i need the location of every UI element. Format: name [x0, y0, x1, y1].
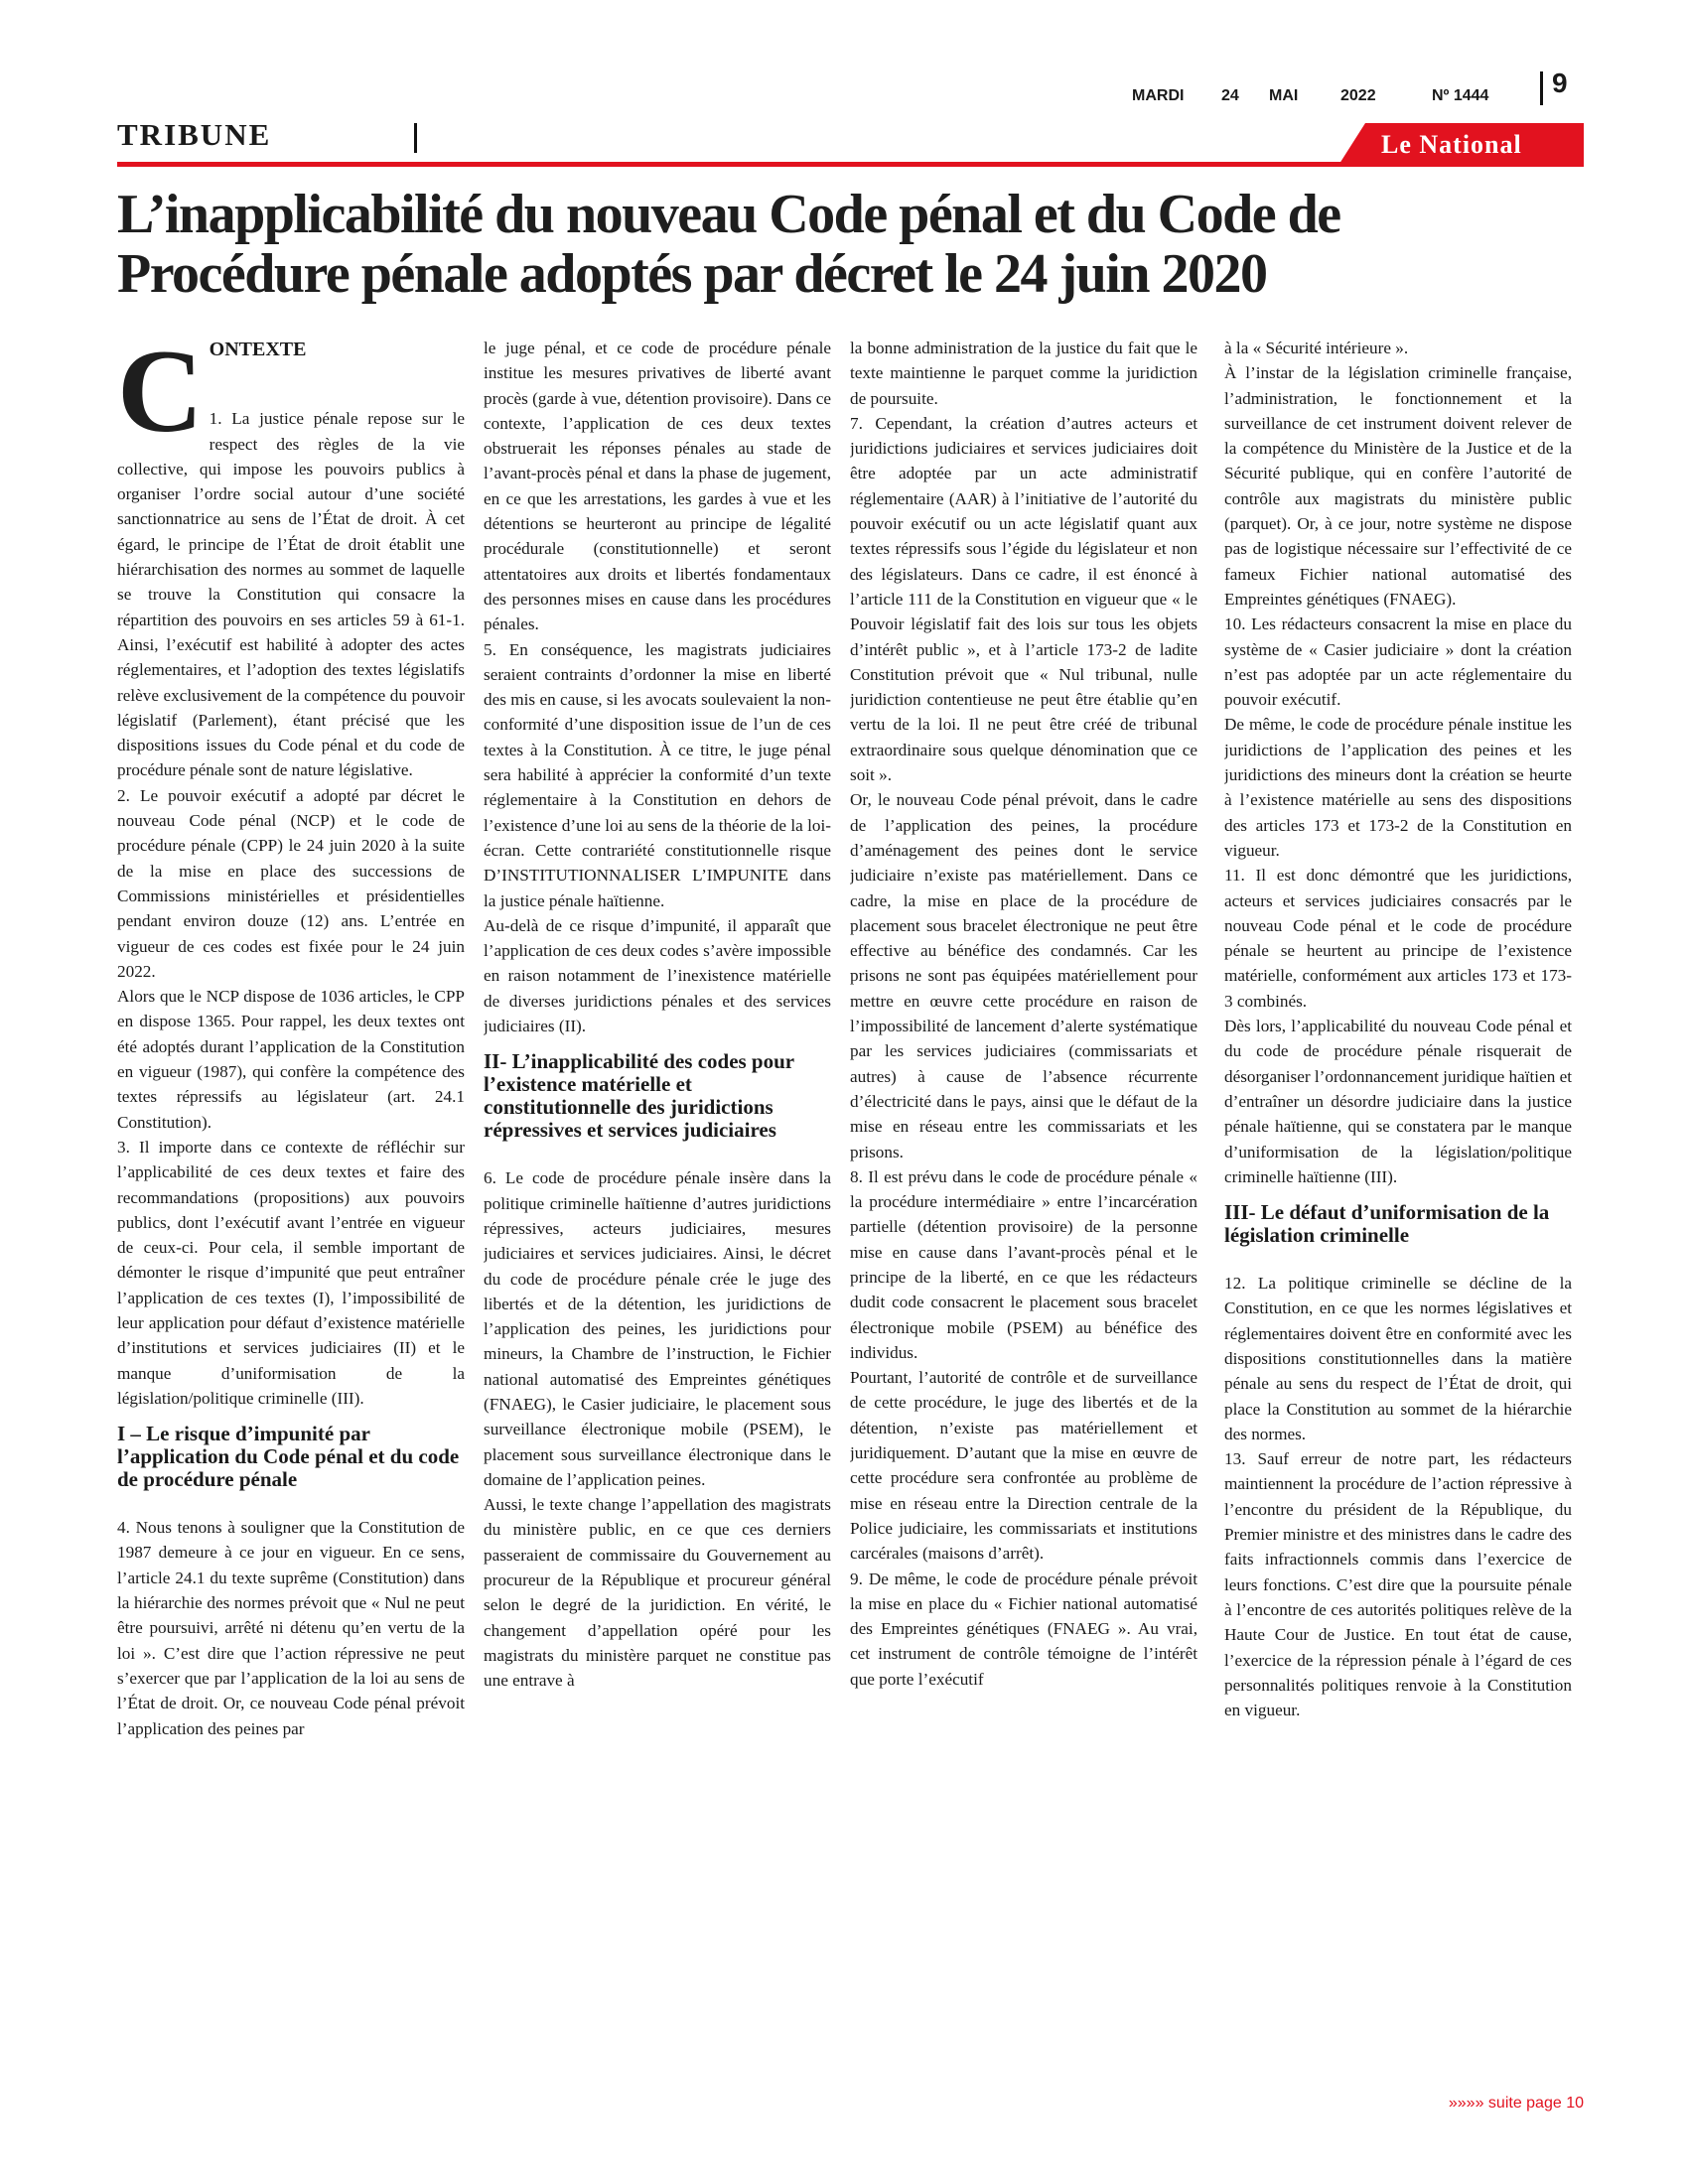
paragraph: À l’instar de la législation criminelle française, l’administration, le fonctionnement et la surveillance de cet instrument doivent relever de la compétence du Ministère de la Justice et de la Sécurité publique, qui en confère l’autorité de contrôle aux magistrats du ministère public (parquet). Or, à ce jour, notre système ne dispose pas de logistique nécessaire sur l’effectivité de ce fameux Fichier national automatisé des Empreintes génétiques (FNAEG).: [1224, 363, 1572, 609]
brand-banner: [1365, 123, 1584, 167]
paragraph: 6. Le code de procédure pénale insère dans la politique criminelle haïtienne d’autres juridictions répressives, acteurs judiciaires, mesures judiciaires et services judiciaires. Ainsi, le décret du code de procédure pénale crée le juge des libertés et de la détention, les juridictions de l’application des peines, les juridictions pour mineurs, la Chambre de l’instruction, le Fichier national automatisé des Empreintes génétiques (FNAEG), le Casier judiciaire, le placement sous surveillance électronique mobile (PSEM), le placement sous surveillance électronique dans le domaine de l’application peines.: [484, 1168, 831, 1489]
header-rule: [117, 162, 1584, 167]
paragraph: Aussi, le texte change l’appellation des magistrats du ministère public, en ce que ces derniers passeraient de commissaire du Gouvernement au procureur de la République et procureur général selon le degré de la juridiction. En vérité, le changement d’appellation opéré pour les magistrats du ministère parquet ne constitue pas une entrave à: [484, 1495, 831, 1691]
article-column-4: [1224, 336, 1572, 2122]
page-number-divider: [1540, 71, 1543, 105]
paragraph: la bonne administration de la justice du fait que le texte maintienne le parquet comme la juridiction de poursuite.: [850, 339, 1197, 408]
context-heading: ONTEXTE: [209, 339, 307, 360]
section-heading-1: I – Le risque d’impunité par l’application du Code pénal et du code de procédure pénale: [117, 1422, 460, 1492]
issue-number: Nº 1444: [1432, 87, 1489, 104]
continuation-link[interactable]: »»»» suite page 10: [1448, 2095, 1584, 2112]
section-label: TRIBUNE: [117, 117, 272, 152]
paragraph: De même, le code de procédure pénale institue les juridictions de l’application des peines et les juridictions des mineurs dont la création se heurte à l’existence matérielle au sens des dispositions des articles 173 et 173-2 de la Constitution en vigueur.: [1224, 715, 1572, 860]
section-heading-2: II- L’inapplicabilité des codes pour l’existence matérielle et constitutionnelle des juridictions répressives et services judiciaires: [484, 1049, 794, 1143]
paragraph: le juge pénal, et ce code de procédure pénale institue les mesures privatives de liberté avant procès (garde à vue, détention provisoire). Dans ce contexte, l’application de ces deux textes obstruerait les réponses pénales au stade de l’avant-procès pénal et dans la phase de jugement, en ce que les arrestations, les gardes à vue et les détentions se heurteront au principe de légalité procédurale (constitutionnelle) et seront attentatoires aux droits et libertés fondamentaux des personnes mises en cause dans les procédures pénales.: [484, 339, 831, 634]
paragraph: 12. La politique criminelle se décline de la Constitution, en ce que les normes législatives et réglementaires doivent être en conformité avec les dispositions constitutionnelles dans la matière pénale au sens du respect de l’État de droit, qui place la Constitution au sommet de la hiérarchie des normes.: [1224, 1274, 1572, 1443]
article-headline: L’inapplicabilité du nouveau Code pénal et du Code de Procédure pénale adoptés par décret le 24 juin 2020: [117, 184, 1340, 305]
article-column-3: [850, 336, 1197, 2122]
paragraph: 13. Sauf erreur de notre part, les rédacteurs maintiennent la procédure de l’action répressive à l’encontre du président de la République, du Premier ministre et des ministres dans le cadre des faits infractionnels commis dans l’exercice de leurs fonctions. C’est dire que la poursuite pénale à l’encontre de ces autorités politiques relève de la Haute Cour de Justice. En tout état de cause, l’exercice de la répression pénale à l’égard de ces personnalités politiques renvoie à la Constitution en vigueur.: [1224, 1449, 1572, 1720]
drop-cap: C: [117, 336, 204, 457]
section-divider: [414, 123, 417, 153]
paragraph: 3. Il importe dans ce contexte de réfléchir sur l’applicabilité de ces deux textes et faire des recommandations (propositions) aux pouvoirs publics, dont l’exécutif avant l’entrée en vigueur de ceux-ci. Pour cela, il semble important de démonter le risque d’impunité que peut entraîner l’application de ces textes (I), l’impossibilité de leur application pour défaut d’existence matérielle d’institutions et services judiciaires (II) et le manque d’uniformisation de la législation/politique criminelle (III).: [117, 1137, 465, 1408]
paragraph: 4. Nous tenons à souligner que la Constitution de 1987 demeure à ce jour en vigueur. En ce sens, l’article 24.1 du texte suprême (Constitution) dans la hiérarchie des normes prévoit que « Nul ne peut être poursuivi, arrêté ni détenu qu’en vertu de la loi ». C’est dire que l’action répressive ne peut s’exercer que par l’application de la loi au sens de l’État de droit. Or, ce nouveau Code pénal prévoit l’application des peines par: [117, 1518, 465, 1738]
issue-year: 2022: [1340, 87, 1376, 104]
paragraph: Pourtant, l’autorité de contrôle et de surveillance de cette procédure, le juge des libertés et de la détention, n’existe pas matériellement et juridiquement. D’autant que la mise en œuvre de cette procédure sera confrontée au problème de mise en réseau entre la Direction centrale de la Police judiciaire, les commissariats et institutions carcérales (maisons d’arrêt).: [850, 1368, 1197, 1564]
page-number: 9: [1552, 68, 1568, 98]
brand-name: Le National: [1381, 130, 1522, 159]
section-heading-3: III- Le défaut d’uniformisation de la législation criminelle: [1224, 1200, 1550, 1248]
paragraph: 1. La justice pénale repose sur le respect des règles de la vie collective, qui impose les pouvoirs publics à organiser l’ordre social autour d’une société sanctionnatrice au sens de l’État de droit. À cet égard, le principe de l’État de droit établit une hiérarchisation des normes au sommet de laquelle se trouve la Constitution qui consacre la répartition des pouvoirs en ses articles 59 à 61-1. Ainsi, l’exécutif est habilité à adopter des actes réglementaires, et l’adoption des textes législatifs relève exclusivement de la compétence du pouvoir législatif (Parlement), étant précisé que les dispositions issues du Code pénal et du code de procédure pénale sont de nature législative.: [117, 409, 465, 780]
issue-date-number: 24: [1221, 87, 1239, 104]
paragraph: 10. Les rédacteurs consacrent la mise en place du système de « Casier judiciaire » dont la création n’est pas adoptée par un acte réglementaire du pouvoir exécutif.: [1224, 614, 1572, 710]
article-column-2: [484, 336, 831, 2122]
paragraph: Dès lors, l’applicabilité du nouveau Code pénal et du code de procédure pénale risquerait de désorganiser l’ordonnancement juridique haïtien et d’entraîner un désordre judiciaire dans la justice pénale haïtienne, qui se constatera par le manque d’uniformisation de la législation/politique criminelle haïtienne (III).: [1224, 1017, 1572, 1186]
paragraph: Au-delà de ce risque d’impunité, il apparaît que l’application de ces deux codes s’avère impossible en raison notamment de l’inexistence matérielle de diverses juridictions pénales et des services judiciaires (II).: [484, 915, 831, 1036]
brand-banner-corner: [1337, 123, 1365, 167]
paragraph: 9. De même, le code de procédure pénale prévoit la mise en place du « Fichier national automatisé des Empreintes génétiques (FNAEG ». Au vrai, cet instrument de contrôle témoigne de l’intérêt que porte l’exécutif: [850, 1569, 1197, 1689]
paragraph: 11. Il est donc démontré que les juridictions, acteurs et services judiciaires consacrés par le nouveau Code pénal et le code de procédure pénale se heurtent au principe de l’existence matérielle, conformément aux articles 173 et 173-3 combinés.: [1224, 866, 1572, 1011]
paragraph: 5. En conséquence, les magistrats judiciaires seraient contraints d’ordonner la mise en liberté des mis en cause, si les avocats soulevaient la non-conformité d’une disposition issue de l’un de ces textes à la Constitution. À ce titre, le juge pénal sera habilité à apprécier la conformité d’un texte réglementaire à la Constitution en dehors de l’existence d’une loi au sens de la théorie de la loi-écran. Cette contrariété constitutionnelle risque D’INSTITUTIONNALISER L’IMPUNITE dans la justice pénale haïtienne.: [484, 639, 831, 910]
paragraph: 2. Le pouvoir exécutif a adopté par décret le nouveau Code pénal (NCP) et le code de procédure pénale (CPP) le 24 juin 2020 à la suite de la mise en place des successions de Commissions ministérielles et présidentielles pendant environ douze (12) ans. L’entrée en vigueur de ces codes est fixée pour le 24 juin 2022.: [117, 785, 465, 981]
issue-day: MARDI: [1132, 87, 1185, 104]
issue-month: MAI: [1269, 87, 1299, 104]
issue-meta: [1132, 81, 1569, 111]
paragraph: à la « Sécurité intérieure ».: [1224, 339, 1409, 357]
article-column-1: [117, 336, 465, 2122]
paragraph: 7. Cependant, la création d’autres acteurs et juridictions judiciaires et services judiciaires doit être adoptée par un acte administratif réglementaire (AAR) à l’initiative de l’autorité du pouvoir exécutif ou un acte législatif quant aux textes répressifs sous l’égide du législateur et non des législateurs. Dans ce cadre, il est énoncé à l’article 111 de la Constitution en vigueur que « le Pouvoir législatif fait des lois sur tous les objets d’intérêt public », et à l’article 173-2 de ladite Constitution prévoit que « Nul tribunal, nulle juridiction contentieuse ne peut être établie qu’en vertu de la loi. Il ne peut être créé de tribunal extraordinaire sous quelque dénomination que ce soit ».: [850, 413, 1197, 785]
paragraph: 8. Il est prévu dans le code de procédure pénale « la procédure intermédiaire » entre l’incarcération partielle (détention provisoire) de la personne mise en cause dans l’avant-procès pénal et le principe de la liberté, en ce que les rédacteurs dudit code consacrent le placement sous bracelet électronique mobile (PSEM) au bénéfice des individus.: [850, 1166, 1197, 1362]
paragraph: Alors que le NCP dispose de 1036 articles, le CPP en dispose 1365. Pour rappel, les deux textes ont été adoptés durant l’application de la Constitution en vigueur (1987), qui confère la compétence des textes répressifs au législateur (art. 24.1 Constitution).: [117, 987, 465, 1132]
paragraph: Or, le nouveau Code pénal prévoit, dans le cadre de l’application des peines, la procédure d’aménagement des peines dont le service judiciaire n’existe pas matériellement. Dans ce cadre, la mise en place de la procédure de placement sous bracelet électronique ne peut être effective au bénéfice des condamnés. Car les prisons ne sont pas équipées matériellement pour mettre en œuvre cette procédure en raison de l’impossibilité de lancement d’alerte systématique par les services judiciaires (commissariats et autres) à cause de l’absence récurrente d’électricité dans le pays, ainsi que le défaut de la mise en réseau entre les commissariats et les prisons.: [850, 790, 1197, 1161]
